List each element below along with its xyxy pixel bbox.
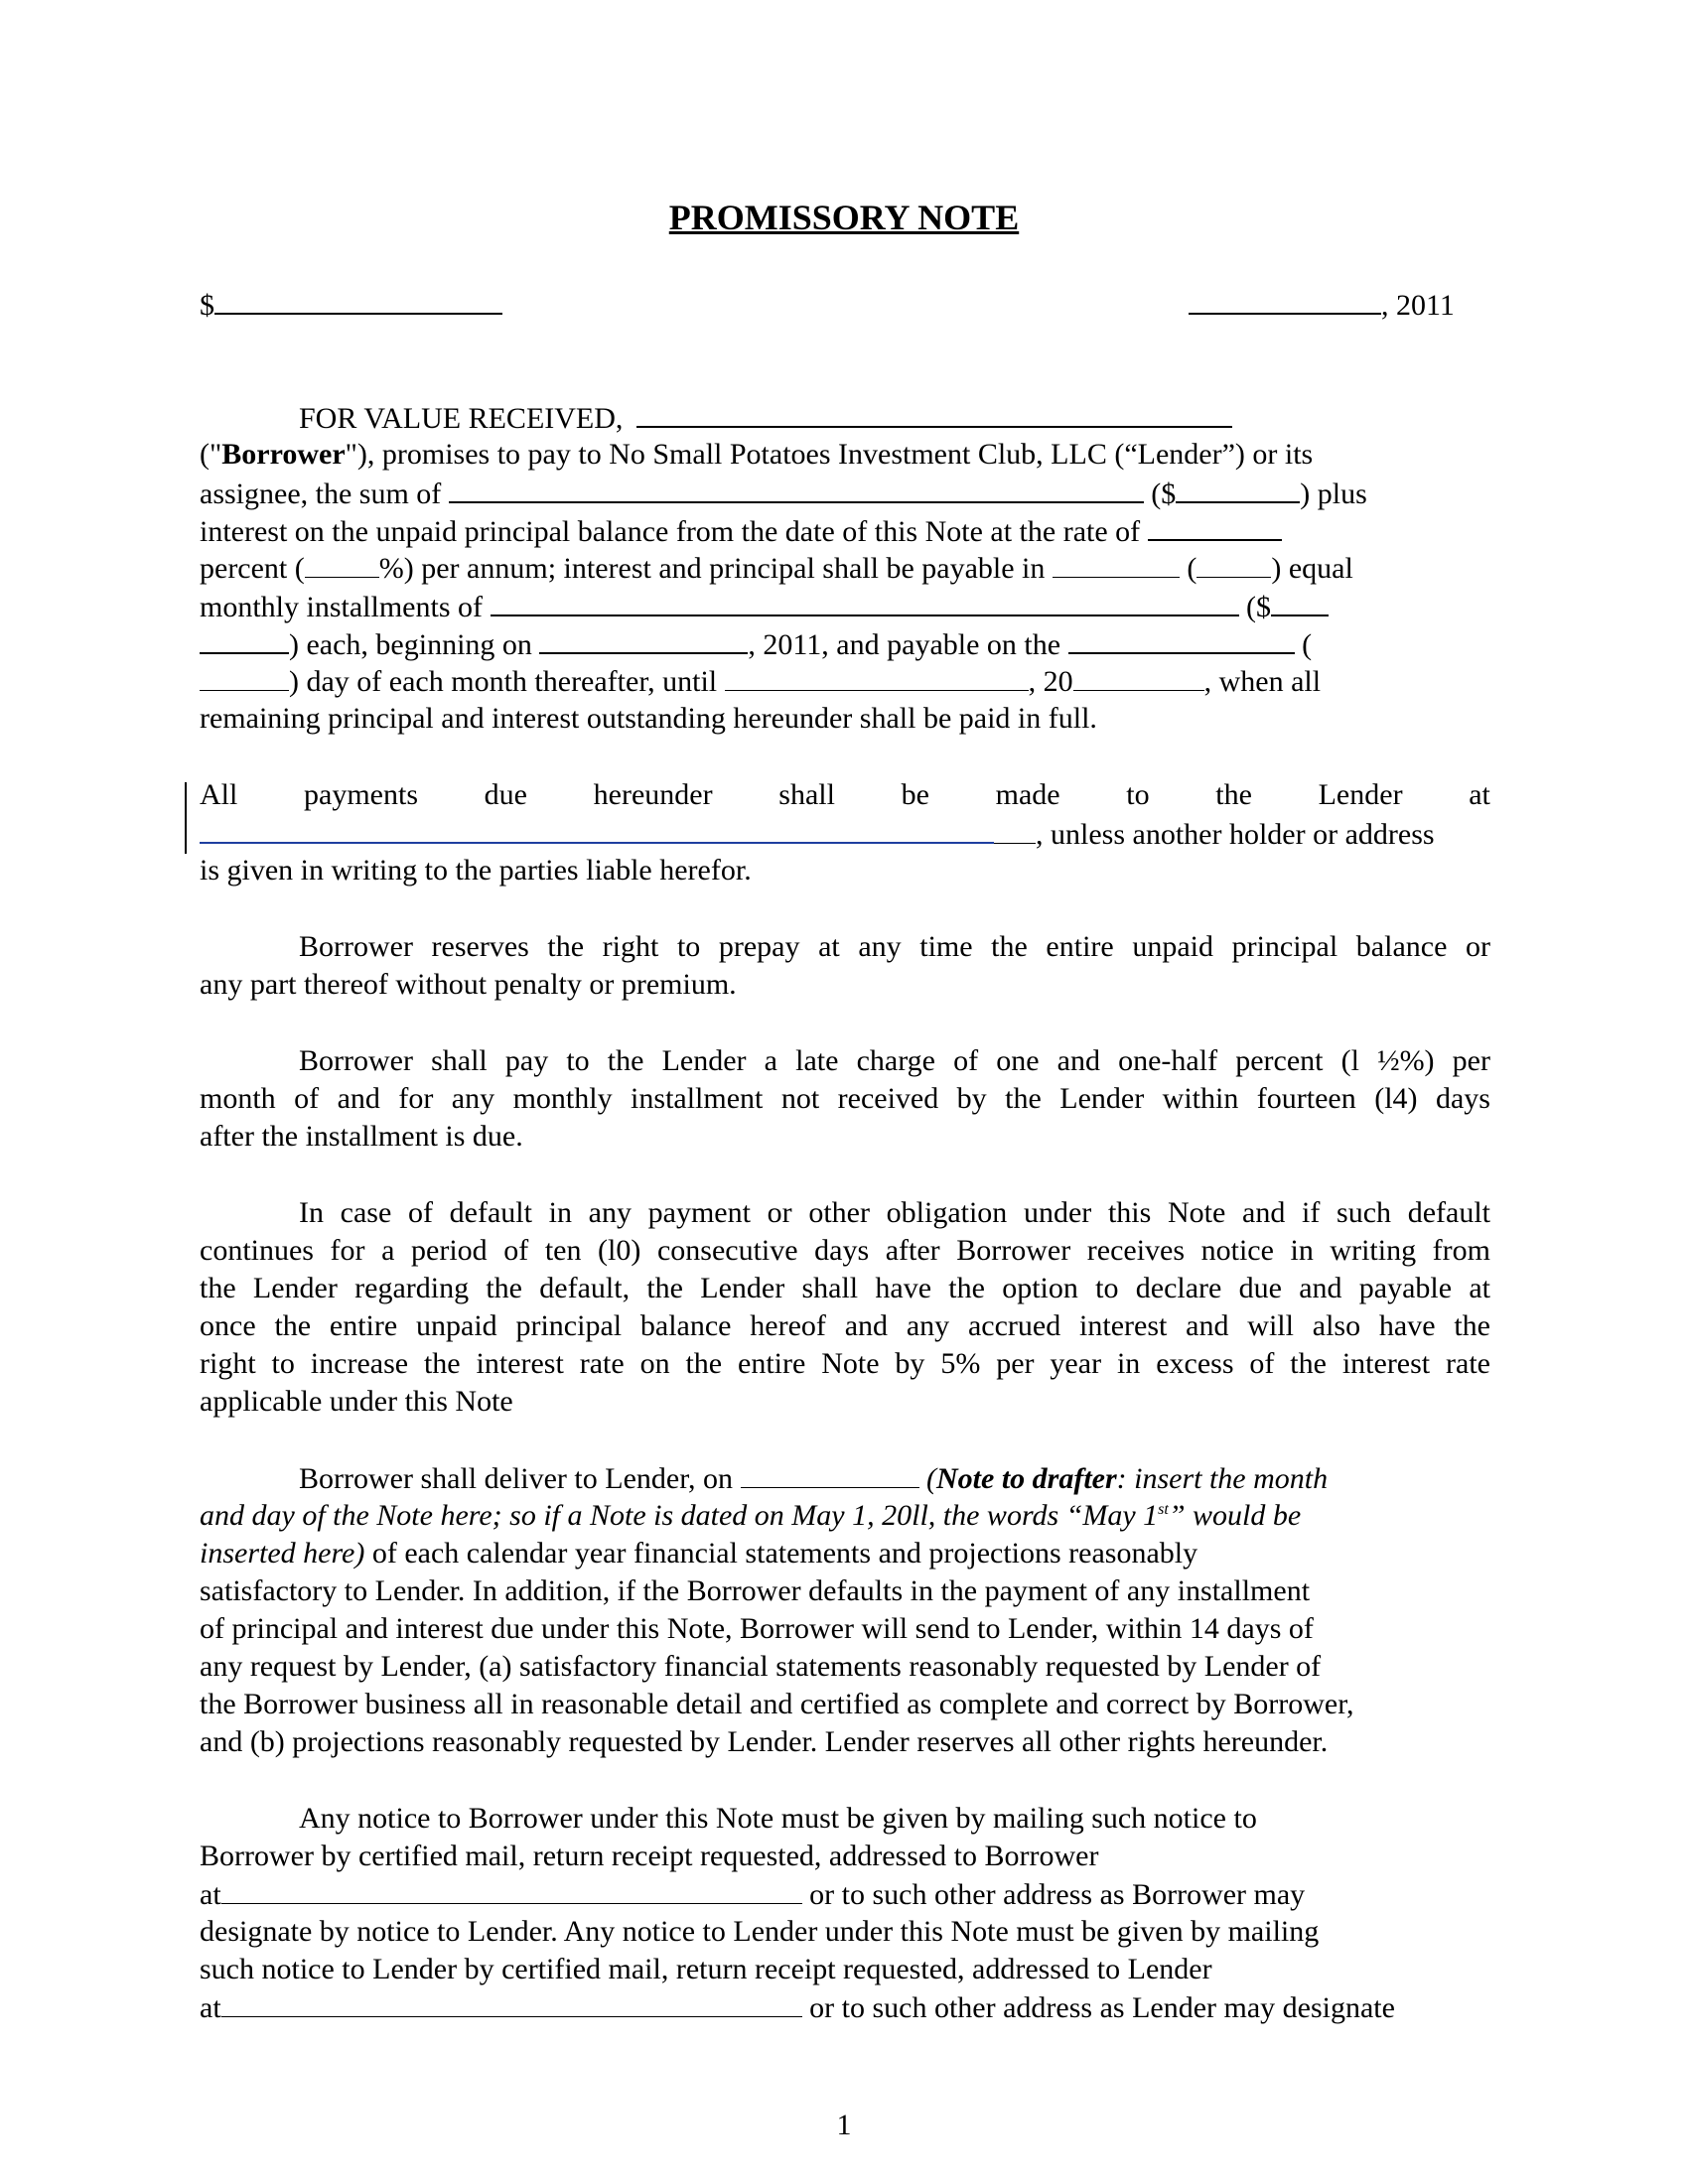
p1-line-9: remaining principal and interest outstanding hereunder shall be paid in full. xyxy=(200,702,1097,735)
text: ($ xyxy=(1246,591,1271,623)
text: or to such other address as Lender may designate xyxy=(801,1991,1395,2024)
p6-line-6: any request by Lender, (a) satisfactory financial statements reasonably requested by Lender of xyxy=(200,1650,1322,1683)
p2-line-3: is given in writing to the parties liable herefor. xyxy=(200,854,752,887)
amount-dollar-sign: $ xyxy=(200,289,214,322)
p2-line-1 xyxy=(200,776,1490,815)
word: Lender xyxy=(1318,778,1403,811)
date-year: , 2011 xyxy=(1381,289,1455,322)
p5-line-4 xyxy=(200,1307,1490,1346)
rate-number-blank[interactable] xyxy=(305,549,379,578)
text: ) plus xyxy=(1300,478,1367,510)
p5-line-6: applicable under this Note xyxy=(200,1385,513,1418)
p7-line-4: designate by notice to Lender. Any notice to Lender under this Note must be given by mailing xyxy=(200,1915,1320,1948)
borrower-term: Borrower xyxy=(221,438,346,471)
p6-line-1 xyxy=(299,1459,1466,1499)
text: and day of the Note here; so if a Note is dated on May 1, 20ll, the words “May 1 xyxy=(200,1499,1159,1532)
p6-line-7: the Borrower business all in reasonable detail and certified as complete and correct by Borrower, xyxy=(200,1688,1354,1720)
p5-line-5 xyxy=(200,1345,1490,1384)
text: Borrower shall pay to the Lender a late charge of one and one-half percent (l ½%) per xyxy=(299,1044,1490,1077)
p3-line-1 xyxy=(299,928,1490,967)
maturity-year-blank[interactable] xyxy=(1073,662,1204,691)
lender-address-blank[interactable] xyxy=(200,814,994,844)
p3-line-2: any part thereof without penalty or premium. xyxy=(200,968,737,1001)
p6-line-3 xyxy=(200,1535,1466,1573)
p6-line-8: and (b) projections reasonably requested by Lender. Lender reserves all other rights hereunder. xyxy=(200,1725,1329,1758)
text: continues for a period of ten (l0) consecutive days after Borrower receives notice in writing from xyxy=(200,1234,1490,1267)
text: ) day of each month thereafter, until xyxy=(289,665,718,698)
text: right to increase the interest rate on the entire Note by 5% per year in excess of the interest rate xyxy=(200,1347,1490,1380)
delivery-date-blank[interactable] xyxy=(741,1459,919,1488)
p6-line-5: of principal and interest due under this Note, Borrower will send to Lender, within 14 days of xyxy=(200,1612,1314,1645)
superscript: st xyxy=(1158,1501,1169,1518)
p1-line-7 xyxy=(200,624,1490,665)
text: Borrower reserves the right to prepay at any time the entire unpaid principal balance or xyxy=(299,930,1490,963)
borrower-name-blank[interactable] xyxy=(636,398,1232,428)
p7-line-6 xyxy=(200,1988,1490,2028)
text: ) each, beginning on xyxy=(289,628,532,661)
text: percent ( xyxy=(200,552,305,585)
text: , unless another holder or address xyxy=(1036,818,1435,851)
for-value-received: FOR VALUE RECEIVED, xyxy=(299,402,624,435)
sum-number-blank[interactable] xyxy=(1176,474,1300,503)
p7-line-5: such notice to Lender by certified mail, return receipt requested, addressed to Lender xyxy=(200,1953,1212,1985)
rate-words-blank[interactable] xyxy=(1148,511,1282,541)
text: month of and for any monthly installment not received by the Lender within fourteen (l4) days xyxy=(200,1082,1490,1115)
page-number: 1 xyxy=(836,2109,852,2141)
p1-line-2 xyxy=(200,436,1490,475)
p4-line-1 xyxy=(299,1042,1490,1081)
text: ( xyxy=(1187,552,1197,585)
p6-line-2 xyxy=(200,1497,1466,1536)
lender-notice-address-blank[interactable] xyxy=(221,1988,802,2017)
text: at xyxy=(200,1991,221,2024)
text: ( xyxy=(1302,628,1313,661)
p5-line-1 xyxy=(299,1194,1490,1233)
p5-line-3 xyxy=(200,1270,1490,1308)
word: to xyxy=(1126,778,1150,811)
payment-day-number-blank[interactable] xyxy=(200,662,289,691)
text: ) equal xyxy=(1271,552,1353,585)
word: due xyxy=(484,778,527,811)
text: monthly installments of xyxy=(200,591,483,623)
p6-line-4: satisfactory to Lender. In addition, if the Borrower defaults in the payment of any installment xyxy=(200,1574,1311,1607)
word: hereunder xyxy=(593,778,713,811)
date-line xyxy=(1189,285,1486,326)
p1-line-3 xyxy=(200,474,1490,514)
text: ( xyxy=(926,1462,936,1495)
word: payments xyxy=(304,778,418,811)
text: at xyxy=(200,1878,221,1911)
installment-amount-words-blank[interactable] xyxy=(491,587,1239,616)
p4-line-3: after the installment is due. xyxy=(200,1120,523,1153)
word: shall xyxy=(778,778,835,811)
document-title: PROMISSORY NOTE xyxy=(668,198,1020,237)
text: inserted here) xyxy=(200,1537,365,1570)
text: ” would be xyxy=(1168,1499,1302,1532)
text: : insert the month xyxy=(1116,1462,1329,1495)
text: the Lender regarding the default, the Lender shall have the option to declare due and payable at xyxy=(200,1272,1490,1304)
text: , 2011, and payable on the xyxy=(748,628,1061,661)
borrower-address-blank[interactable] xyxy=(221,1875,802,1904)
p5-line-2 xyxy=(200,1232,1490,1271)
text: Borrower shall deliver to Lender, on xyxy=(299,1462,733,1495)
text: , 20 xyxy=(1028,665,1073,698)
p1-line-4 xyxy=(200,511,1490,552)
p1-line-5 xyxy=(200,549,1490,589)
text: assignee, the sum of xyxy=(200,478,442,510)
date-blank[interactable] xyxy=(1189,285,1381,315)
text: %) per annum; interest and principal shall be payable in xyxy=(378,552,1046,585)
p7-line-3 xyxy=(200,1875,1490,1915)
installments-number-blank[interactable] xyxy=(1196,549,1271,578)
word: the xyxy=(1215,778,1252,811)
p1-line-1 xyxy=(299,398,1590,439)
p1-line-6 xyxy=(200,587,1490,627)
sum-words-blank[interactable] xyxy=(449,474,1144,503)
installment-amount-number-blank-cont[interactable] xyxy=(200,624,289,654)
lender-address-blank-ext[interactable] xyxy=(994,815,1036,844)
text: of each calendar year financial statements and projections reasonably xyxy=(364,1537,1198,1570)
p1-line-8 xyxy=(200,662,1490,702)
payment-day-words-blank[interactable] xyxy=(1068,624,1295,654)
text: once the entire unpaid principal balance hereof and any accrued interest and will also have the xyxy=(200,1309,1490,1342)
note-to-drafter: Note to drafter xyxy=(936,1462,1117,1495)
p2-line-2 xyxy=(200,814,1490,855)
text: ($ xyxy=(1151,478,1177,510)
amount-blank[interactable] xyxy=(214,285,502,315)
text: interest on the unpaid principal balance from the date of this Note at the rate of xyxy=(200,515,1141,548)
word: All xyxy=(200,778,238,811)
p7-line-1: Any notice to Borrower under this Note must be given by mailing such notice to xyxy=(299,1802,1257,1835)
text-cursor-bar xyxy=(185,782,187,854)
word: be xyxy=(901,778,929,811)
maturity-date-blank[interactable] xyxy=(725,662,1029,691)
text: or to such other address as Borrower may xyxy=(801,1878,1306,1911)
installment-amount-number-blank[interactable] xyxy=(1271,587,1329,616)
word: made xyxy=(995,778,1060,811)
p7-line-2: Borrower by certified mail, return receipt requested, addressed to Borrower xyxy=(200,1840,1099,1872)
word: at xyxy=(1469,778,1490,811)
installments-words-blank[interactable] xyxy=(1053,549,1180,578)
text: "), promises to pay to No Small Potatoes Investment Club, LLC (“Lender”) or its xyxy=(345,438,1314,471)
p4-line-2 xyxy=(200,1080,1490,1119)
text: , when all xyxy=(1203,665,1322,698)
text: In case of default in any payment or other obligation under this Note and if such default xyxy=(299,1196,1490,1229)
start-date-blank[interactable] xyxy=(539,624,748,654)
text: (" xyxy=(200,438,222,471)
